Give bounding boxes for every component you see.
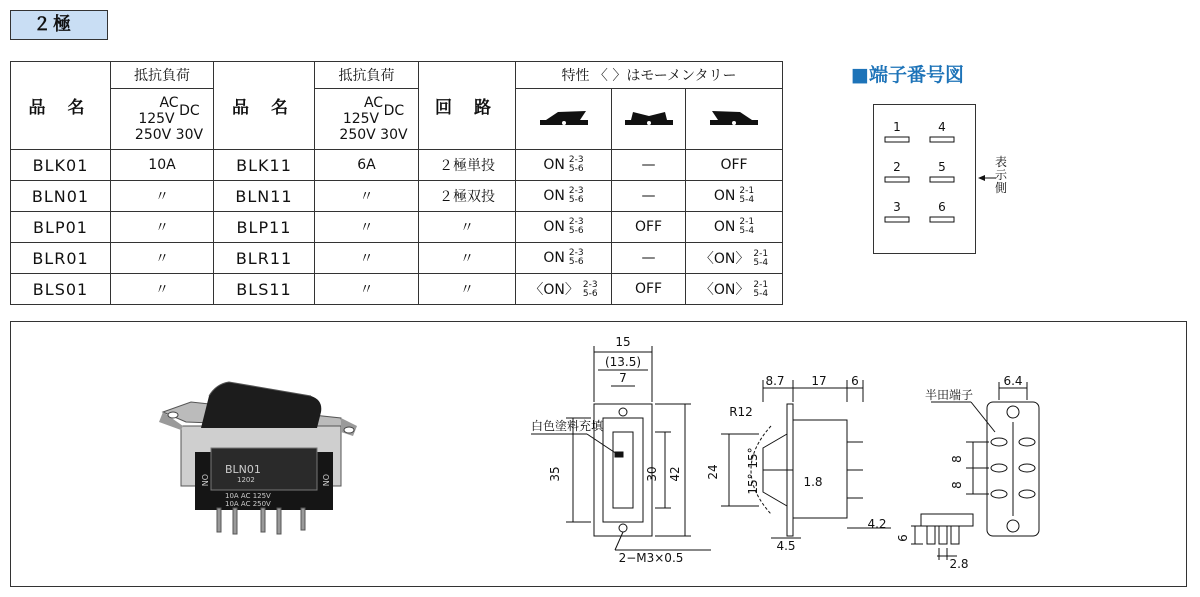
dim-6-terminal: 6: [896, 534, 910, 542]
display-side-label: 表 示 側: [994, 155, 1007, 195]
header-resistive-load-2: 抵抗負荷: [315, 62, 419, 89]
header-product-name: 品 名: [11, 62, 111, 150]
terminal-label: 2: [893, 160, 901, 174]
dim-8-7: 8.7: [765, 374, 785, 388]
solder-terminal-label: 半田端子: [924, 388, 974, 402]
dimension-panel: [10, 321, 1187, 587]
dim-30: 30: [645, 466, 659, 482]
photo-rating-2: 10A AC 250V: [225, 500, 271, 508]
dim-6-4: 6.4: [1003, 374, 1023, 388]
dim-8-lower: 8: [950, 481, 964, 489]
photo-on-right: ON: [321, 474, 330, 487]
dim-6: 6: [851, 374, 859, 388]
header-resistive-load: 抵抗負荷: [111, 62, 214, 89]
header-characteristics: 特性 〈 〉はモーメンタリー: [516, 62, 783, 89]
bottom-view: [911, 382, 1039, 560]
dim-35: 35: [548, 466, 562, 482]
dim-15: 15: [615, 335, 631, 349]
dim-4-2: 4.2: [867, 517, 887, 531]
dim-2-8: 2.8: [949, 557, 969, 571]
dim-13-5: (13.5): [604, 355, 642, 369]
table-row: BLP01 〃 BLP11 〃 〃 ON 2-3 5-6 OFF ON 2-1 5-4: [11, 212, 783, 243]
terminal-label: 6: [938, 200, 946, 214]
photo-rating-1: 10A AC 125V: [225, 492, 271, 500]
table-row: BLK01 10A BLK11 6A ２極単投 ON 2-3 5-6 — OFF: [11, 150, 783, 181]
rocker-icon-left-down: [686, 89, 783, 150]
header-load-ratings: AC 125V DC 250V 30V: [111, 89, 214, 150]
header-circuit: 回 路: [419, 62, 516, 150]
dim-7: 7: [619, 371, 627, 385]
angle-15-lower: 15°: [746, 473, 760, 495]
spec-table: [10, 61, 783, 305]
terminal-label: 5: [938, 160, 946, 174]
header-load-ratings-2: AC 125V DC 250V 30V: [315, 89, 419, 150]
switch-photo: [159, 382, 357, 534]
terminal-label: 3: [893, 200, 901, 214]
screw-spec: 2−M3×0.5: [618, 551, 684, 565]
dim-17: 17: [811, 374, 827, 388]
section-tag: ２極: [10, 10, 108, 40]
angle-15-upper: 15°: [746, 447, 760, 469]
photo-on-left: ON: [200, 474, 209, 487]
dim-1-8: 1.8: [803, 475, 823, 489]
photo-code: 1202: [237, 476, 255, 484]
photo-brand: BLN01: [225, 463, 261, 476]
table-row: BLS01 〃 BLS11 〃 〃 〈ON〉 2-3 5-6 OFF 〈ON〉 2-1 5-4: [11, 274, 783, 305]
radius-r12: R12: [729, 405, 753, 419]
dim-24: 24: [706, 464, 720, 480]
terminal-diagram: [873, 104, 976, 254]
dim-42: 42: [668, 466, 682, 482]
dim-8-upper: 8: [950, 455, 964, 463]
terminal-diagram-title: ■端子番号図: [851, 64, 964, 86]
table-row: BLR01 〃 BLR11 〃 〃 ON 2-3 5-6 — 〈ON〉 2-1 5-4: [11, 243, 783, 274]
header-product-name-2: 品 名: [214, 62, 315, 150]
table-row: BLN01 〃 BLN11 〃 ２極双投 ON 2-3 5-6 — ON 2-1 5-4: [11, 181, 783, 212]
terminal-label: 4: [938, 120, 946, 134]
rocker-icon-right-down: [516, 89, 612, 150]
dim-4-5: 4.5: [776, 539, 796, 553]
white-paint-label: 白色塗料充填: [531, 419, 604, 433]
dimension-drawings: [11, 322, 1186, 586]
terminal-label: 1: [893, 120, 901, 134]
rocker-icon-center: [612, 89, 686, 150]
